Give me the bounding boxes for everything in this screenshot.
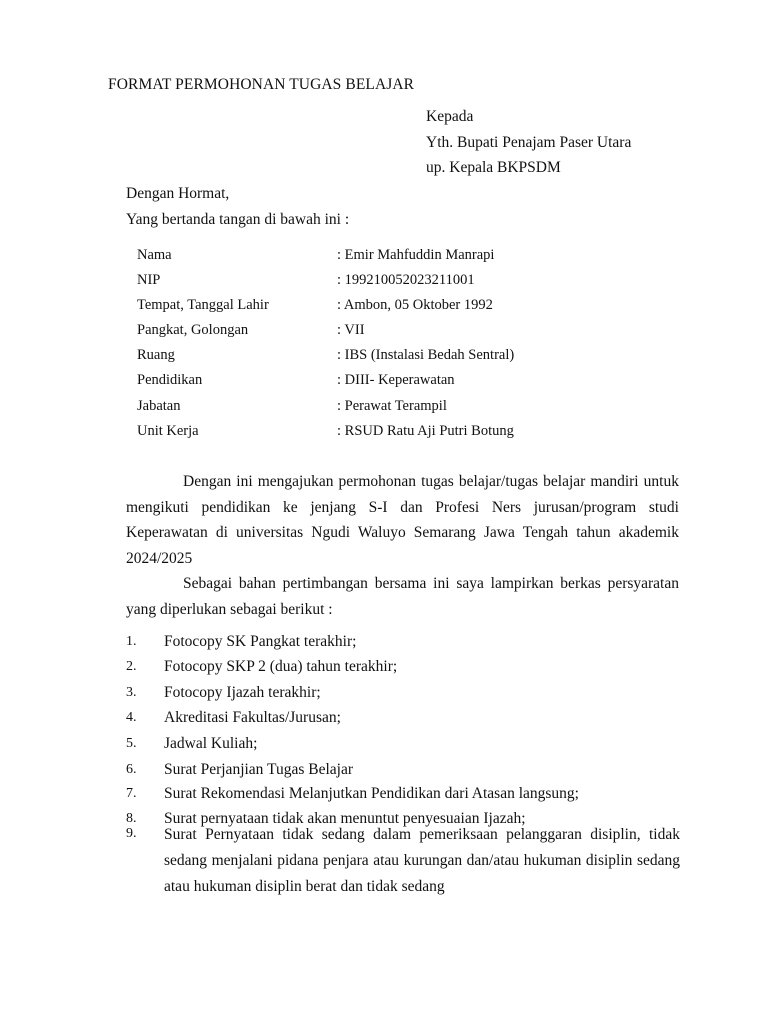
document-title: FORMAT PERMOHONAN TUGAS BELAJAR xyxy=(108,76,415,93)
list-item: Akreditasi Fakultas/Jurusan; xyxy=(164,709,341,726)
identity-label: Jabatan xyxy=(137,398,181,414)
list-number: 8. xyxy=(126,811,137,826)
greeting: Dengan Hormat, xyxy=(126,185,230,202)
list-item: Fotocopy SKP 2 (dua) tahun terakhir; xyxy=(164,658,398,675)
identity-value: : 199210052023211001 xyxy=(337,272,475,288)
attachment-paragraph xyxy=(126,571,679,622)
identity-label: Nama xyxy=(137,247,172,263)
list-number: 7. xyxy=(126,786,137,801)
request-paragraph-text: Dengan ini mengajukan permohonan tugas belajar/tugas belajar mandiri untuk mengikuti pendidikan ke jenjang S-I dan Profesi Ners jurusan/program studi Keperawatan di universitas Ngudi Waluyo Semarang Jawa Tengah tahun akademik 2024/2025 xyxy=(126,473,679,567)
list-number: 5. xyxy=(126,736,137,751)
list-number: 6. xyxy=(126,762,137,777)
identity-label: Unit Kerja xyxy=(137,423,199,439)
recipient-line-2: Yth. Bupati Penajam Paser Utara xyxy=(426,134,632,151)
identity-value: : Emir Mahfuddin Manrapi xyxy=(337,247,495,263)
identity-label: Tempat, Tanggal Lahir xyxy=(137,297,269,313)
list-number: 1. xyxy=(126,634,137,649)
recipient-line-3: up. Kepala BKPSDM xyxy=(426,159,561,176)
intro-line: Yang bertanda tangan di bawah ini : xyxy=(126,211,350,228)
list-number: 2. xyxy=(126,659,137,674)
identity-label: Ruang xyxy=(137,347,175,363)
list-item: Surat Rekomendasi Melanjutkan Pendidikan dari Atasan langsung; xyxy=(164,785,579,802)
list-number: 3. xyxy=(126,685,137,700)
list-number: 4. xyxy=(126,710,137,725)
list-item: Surat Perjanjian Tugas Belajar xyxy=(164,761,353,778)
identity-value: : DIII- Keperawatan xyxy=(337,372,455,388)
identity-label: Pangkat, Golongan xyxy=(137,322,249,338)
identity-value: : Perawat Terampil xyxy=(337,398,447,414)
identity-value: : Ambon, 05 Oktober 1992 xyxy=(337,297,493,313)
list-item: Surat Pernyataan tidak sedang dalam pemeriksaan pelanggaran disiplin, tidak sedang menjalani pidana penjara atau kurungan dan/atau hukuman disiplin sedang atau hukuman disiplin berat dan tidak sedang xyxy=(164,826,680,895)
attachment-paragraph-text: Sebagai bahan pertimbangan bersama ini saya lampirkan berkas persyaratan yang diperlukan sebagai berikut : xyxy=(126,575,679,618)
identity-label: NIP xyxy=(137,272,161,288)
recipient-line-1: Kepada xyxy=(426,108,474,125)
list-item: Jadwal Kuliah; xyxy=(164,735,258,752)
list-item: Fotocopy Ijazah terakhir; xyxy=(164,684,321,701)
request-paragraph xyxy=(126,469,679,571)
list-item: Surat pernyataan tidak akan menuntut penyesuaian Ijazah; xyxy=(164,810,526,827)
list-item: Fotocopy SK Pangkat terakhir; xyxy=(164,633,357,650)
identity-value: : RSUD Ratu Aji Putri Botung xyxy=(337,423,514,439)
identity-label: Pendidikan xyxy=(137,372,203,388)
identity-value: : VII xyxy=(337,322,365,338)
list-number: 9. xyxy=(126,826,137,841)
identity-value: : IBS (Instalasi Bedah Sentral) xyxy=(337,347,515,363)
